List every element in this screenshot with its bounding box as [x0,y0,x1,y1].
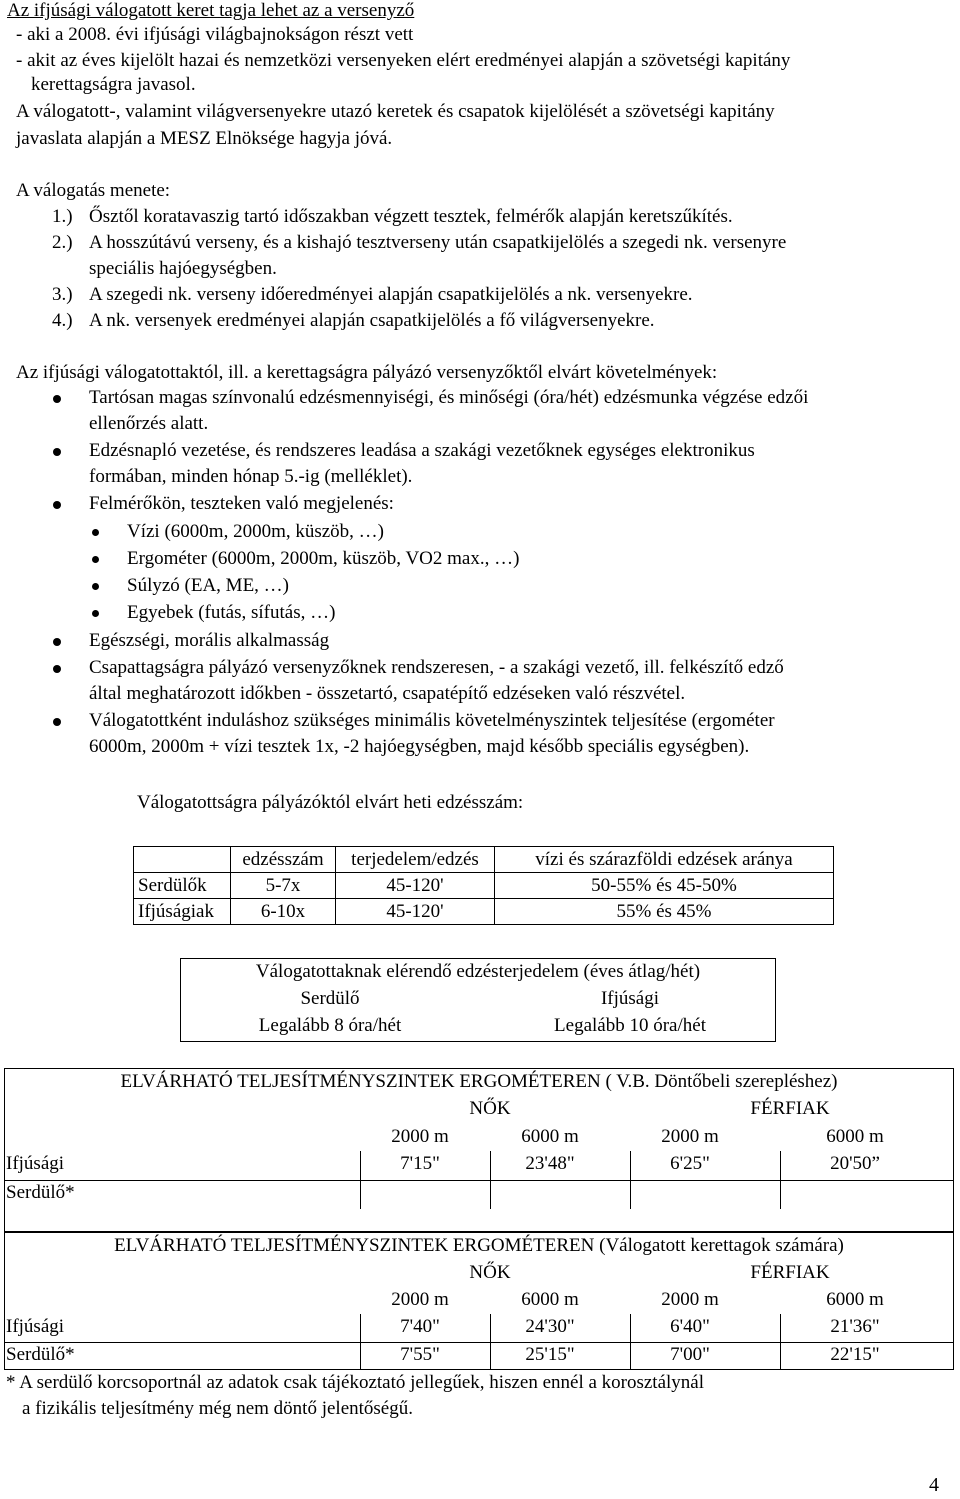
footnote-line-2: a fizikális teljesítmény még nem döntő jelentőségű. [22,1398,413,1419]
erg2-row-label: Ifjúsági [6,1316,65,1337]
volume-col-serdulo: Serdülő [300,988,360,1009]
sub-bullet-icon [92,556,99,563]
req-1: Tartósan magas színvonalú edzésmennyiségi, és minőségi (óra/hét) edzésmunka végzése edzői [89,387,809,408]
erg2-value: 7'55" [400,1344,440,1365]
req-2: Edzésnapló vezetése, és rendszeres leadása a szakági vezetőknek egységes elektronikus [89,440,755,461]
erg1-group-women: NŐK [469,1098,511,1119]
erg2-dist: 6000 m [521,1289,579,1310]
erg1-value: 7'15" [400,1153,440,1174]
table-row [134,899,834,925]
erg2-value: 6'40" [670,1316,710,1337]
erg1-value: 23'48" [525,1153,575,1174]
erg1-dist: 6000 m [826,1126,884,1147]
table-cell: 55% és 45% [495,899,834,925]
selection-num-1: 1.) [52,206,73,227]
req-6: Válogatottként induláshoz szükséges minimális követelményszintek teljesítése (ergométer [89,710,775,731]
intro-line-5 [16,101,943,123]
req-1-cont: ellenőrzés alatt. [89,413,209,434]
erg1-title: ELVÁRHATÓ TELJESÍTMÉNYSZINTEK ERGOMÉTEREN ( V.B. Döntőbeli szerepléshez) [120,1071,838,1092]
table-cell: Serdülők [134,873,231,899]
req-2-cont: formában, minden hónap 5.-ig (melléklet). [89,466,413,487]
selection-num-2: 2.) [52,232,73,253]
selection-item-2: A hosszútávú verseny, és a kishajó tesztverseny után csapatkijelölés a szegedi nk. versenyre [89,232,787,253]
req-3-sub-4: Egyebek (futás, sífutás, …) [127,602,336,623]
intro-line-4: kerettagságra javasol. [31,74,196,95]
erg1-group-men: FÉRFIAK [750,1098,830,1119]
sub-bullet-icon [92,583,99,590]
bullet-icon [53,395,61,403]
bullet-icon [53,501,61,509]
erg2-dist: 2000 m [391,1289,449,1310]
table-cell: Ifjúságiak [134,899,231,925]
table-cell [134,847,231,873]
erg1-row-label: Ifjúsági [6,1153,65,1174]
selection-item-1: Ősztől koratavaszig tartó időszakban végzett tesztek, felmérők alapján keretszűkítés. [89,206,733,227]
erg2-value: 7'40" [400,1316,440,1337]
erg2-title: ELVÁRHATÓ TELJESÍTMÉNYSZINTEK ERGOMÉTEREN (Válogatott kerettagok számára) [114,1235,844,1256]
selection-num-4: 4.) [52,310,73,331]
erg1-value: 6'25" [670,1153,710,1174]
requirements-heading: Az ifjúsági válogatottaktól, ill. a kerettagságra pályázó versenyzőktől elvárt követelmények: [16,362,718,383]
bullet-icon [53,718,61,726]
erg2-dist: 6000 m [826,1289,884,1310]
erg2-value: 24'30" [525,1316,575,1337]
table-header: vízi és szárazföldi edzések aránya [495,847,834,873]
table-cell: 6-10x [231,899,336,925]
erg1-row-label: Serdülő* [6,1182,75,1203]
req-3-sub-1: Vízi (6000m, 2000m, küszöb, …) [127,521,385,542]
req-3-sub-3: Súlyzó (EA, ME, …) [127,575,290,596]
table-cell: 50-55% és 45-50% [495,873,834,899]
erg1-dist: 2000 m [391,1126,449,1147]
erg1-value: 20'50” [830,1153,880,1174]
intro-line-2: - aki a 2008. évi ifjúsági világbajnokságon részt vett [16,24,414,45]
selection-heading: A válogatás menete: [16,180,171,201]
volume-title: Válogatottaknak elérendő edzésterjedelem (éves átlag/hét) [255,961,701,982]
erg2-value: 7'00" [670,1344,710,1365]
intro-line-5-text: A válogatott-, valamint világversenyekre utazó keretek és csapatok kijelölését a szövetségi kapitány [16,101,775,122]
erg2-group-men: FÉRFIAK [750,1262,830,1283]
erg1-dist: 6000 m [521,1126,579,1147]
erg2-dist: 2000 m [661,1289,719,1310]
req-4: Egészségi, morális alkalmasság [89,630,330,651]
req-6-cont: 6000m, 2000m + vízi tesztek 1x, -2 hajóegységben, majd később speciális egységben). [89,736,750,757]
bullet-icon [53,638,61,646]
table-row [134,873,834,899]
erg2-value: 25'15" [525,1344,575,1365]
erg2-value: 22'15" [830,1344,880,1365]
volume-col-ifjusagi: Ifjúsági [600,988,660,1009]
selection-item-2-cont: speciális hajóegységben. [89,258,277,279]
weekly-table [133,846,834,925]
erg2-row-label: Serdülő* [6,1344,75,1365]
row-divider [4,1180,954,1181]
erg1-dist: 2000 m [661,1126,719,1147]
intro-line-6: javaslata alapján a MESZ Elnöksége hagyja jóvá. [16,128,393,149]
intro-line-1: Az ifjúsági válogatott keret tagja lehet az a versenyző [7,0,415,21]
table-header: terjedelem/edzés [336,847,495,873]
intro-line-3: - akit az éves kijelölt hazai és nemzetközi versenyeken elért eredményei alapján a szövetségi kapitány [16,50,791,71]
req-3-sub-2: Ergométer (6000m, 2000m, küszöb, VO2 max., …) [127,548,520,569]
bullet-icon [53,665,61,673]
table-cell: 45-120' [336,873,495,899]
selection-num-3: 3.) [52,284,73,305]
erg2-value: 21'36" [830,1316,880,1337]
weekly-title: Válogatottságra pályázóktól elvárt heti edzésszám: [137,792,524,813]
erg2-group-women: NŐK [469,1262,511,1283]
selection-item-3: A szegedi nk. verseny időeredményei alapján csapatkijelölés a nk. versenyekre. [89,284,693,305]
table-row [134,847,834,873]
selection-item-4: A nk. versenyek eredményei alapján csapatkijelölés a fő világversenyekre. [89,310,655,331]
req-5-cont: által meghatározott időkben - összetartó, csapatépítő edzéseken való részvétel. [89,683,686,704]
req-3: Felmérőkön, teszteken való megjelenés: [89,493,394,514]
row-divider [4,1342,954,1343]
bullet-icon [53,448,61,456]
volume-val-ifjusagi: Legalább 10 óra/hét [554,1015,706,1036]
footnote-line-1: * A serdülő korcsoportnál az adatok csak tájékoztató jellegűek, hiszen ennél a korosztálynál [6,1372,705,1393]
table-cell: 5-7x [231,873,336,899]
table-header: edzésszám [231,847,336,873]
page-number: 4 [929,1474,939,1496]
table-cell: 45-120' [336,899,495,925]
sub-bullet-icon [92,610,99,617]
sub-bullet-icon [92,529,99,536]
volume-val-serdulo: Legalább 8 óra/hét [258,1015,402,1036]
req-5: Csapattagságra pályázó versenyzőknek rendszeresen, - a szakági vezető, ill. felkészítő edző [89,657,784,678]
